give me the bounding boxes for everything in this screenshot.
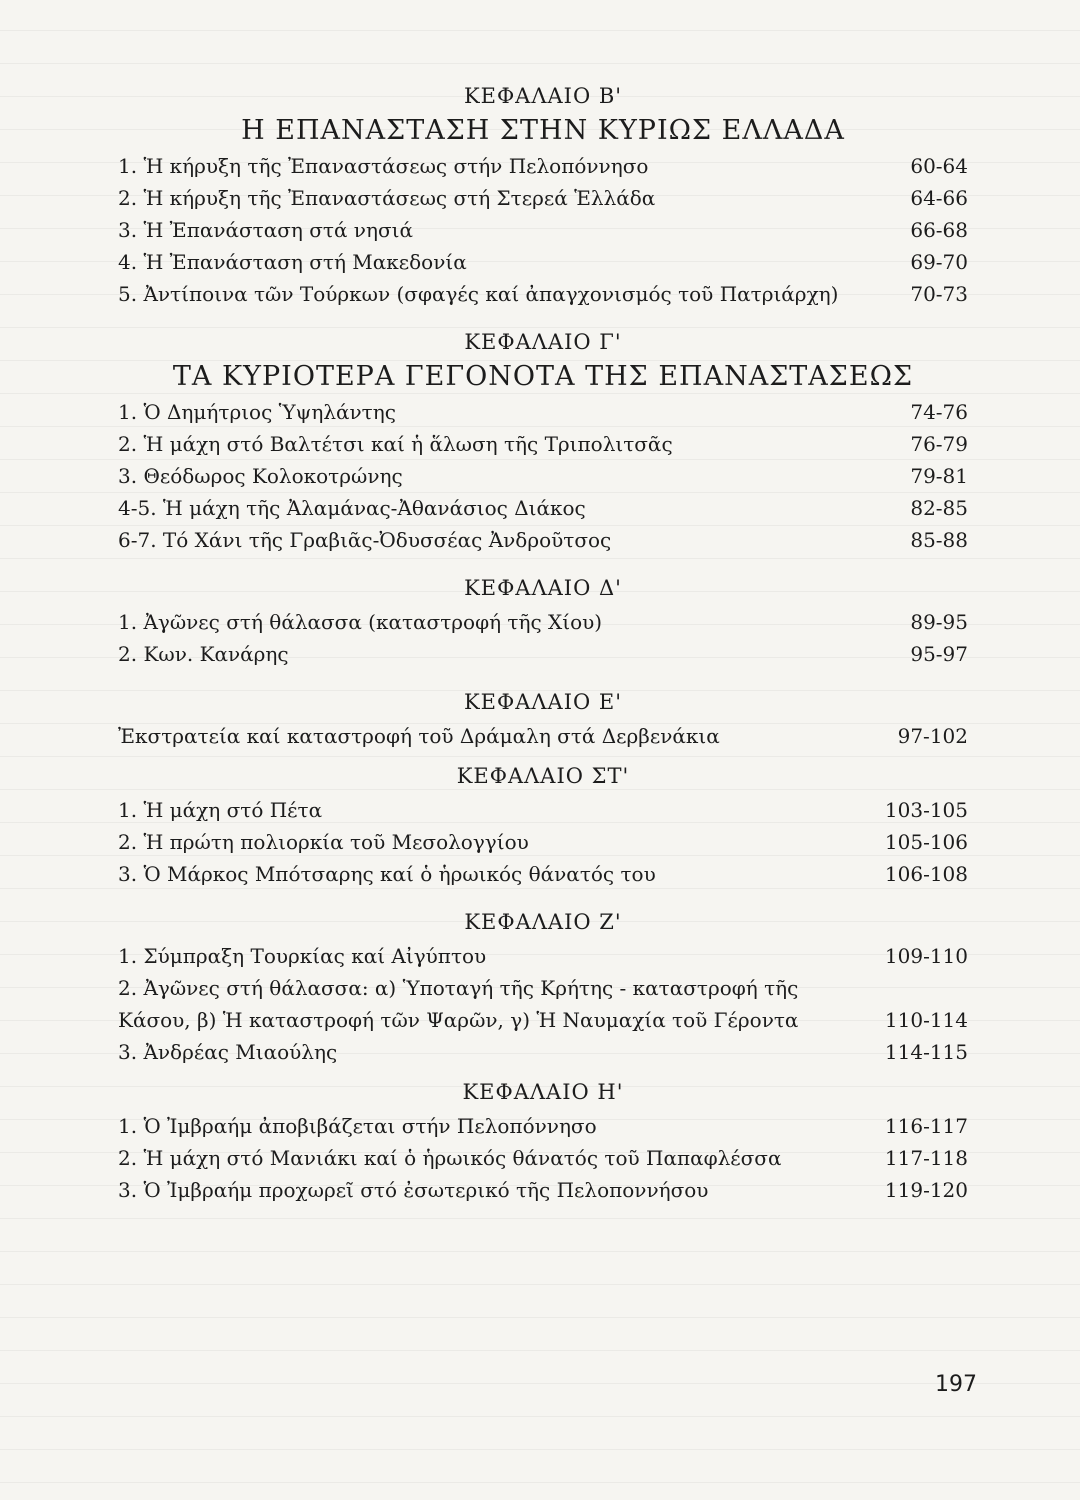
toc-entry	[118, 524, 968, 556]
toc-entry	[118, 396, 968, 428]
toc-entry	[118, 1142, 968, 1174]
toc-entry	[118, 182, 968, 214]
entry-pages: 89-95	[910, 610, 968, 634]
toc-entry	[118, 492, 968, 524]
entry-title: 5. Ἀντίποινα τῶν Τούρκων (σφαγές καί ἀπαγχονισμός τοῦ Πατριάρχη)	[118, 282, 839, 306]
table-of-contents	[118, 82, 968, 1206]
entry-pages: 119-120	[884, 1178, 968, 1202]
toc-entry	[118, 826, 968, 858]
entry-title: Ἐκστρατεία καί καταστροφή τοῦ Δράμαλη στά Δερβενάκια	[118, 724, 720, 748]
entry-title: 4. Ἡ Ἐπανάσταση στή Μακεδονία	[118, 250, 467, 274]
entry-pages: 79-81	[910, 464, 968, 488]
chapter-title: Η ΕΠΑΝΑΣΤΑΣΗ ΣΤΗΝ ΚΥΡΙΩΣ ΕΛΛΑΔΑ	[241, 115, 845, 146]
page-number: 197	[935, 1372, 977, 1397]
entry-pages: 116-117	[884, 1114, 968, 1138]
entry-title: 4-5. Ἡ μάχη τῆς Ἀλαμάνας-Ἀθανάσιος Διάκος	[118, 496, 586, 520]
toc-entry	[118, 606, 968, 638]
entry-title: 2. Ἡ κήρυξη τῆς Ἐπαναστάσεως στή Στερεά Ἑλλάδα	[118, 186, 656, 210]
chapter-z	[118, 908, 968, 1068]
entry-pages: 105-106	[884, 830, 968, 854]
entry-title: 3. Ὁ Μάρκος Μπότσαρης καί ὁ ἡρωικός θάνατός του	[118, 862, 656, 886]
entry-pages: 69-70	[910, 250, 968, 274]
chapter-c	[118, 328, 968, 556]
entry-pages: 110-114	[884, 1008, 968, 1032]
entry-title: 2. Ἡ μάχη στό Μανιάκι καί ὁ ἡρωικός θάνατός τοῦ Παπαφλέσσα	[118, 1146, 782, 1170]
entry-title: 1. Ὁ Ἰμβραήμ ἀποβιβάζεται στήν Πελοπόννησο	[118, 1114, 597, 1138]
entry-pages: 106-108	[884, 862, 968, 886]
entry-title: 3. Ἀνδρέας Μιαούλης	[118, 1040, 338, 1064]
entry-title: 3. Θεόδωρος Κολοκοτρώνης	[118, 464, 403, 488]
entry-title: 1. Σύμπραξη Τουρκίας καί Αἰγύπτου	[118, 944, 487, 968]
entry-pages: 64-66	[910, 186, 968, 210]
toc-entry	[118, 638, 968, 670]
chapter-label: ΚΕΦΑΛΑΙΟ Η'	[462, 1080, 624, 1104]
toc-entry	[118, 1174, 968, 1206]
entry-title: 2. Ἀγῶνες στή θάλασσα: α) Ὑποταγή τῆς Κρήτης - καταστροφή τῆς Κάσου, β) Ἡ καταστροφή τῶν Ψαρῶν, γ) Ἡ Ναυμαχία τοῦ Γέροντα	[118, 976, 799, 1032]
entry-pages: 60-64	[910, 154, 968, 178]
entry-title: 2. Κων. Κανάρης	[118, 642, 289, 666]
toc-entry	[118, 150, 968, 182]
chapter-label: ΚΕΦΑΛΑΙΟ Δ'	[464, 576, 622, 600]
chapter-label: ΚΕΦΑΛΑΙΟ Ζ'	[464, 910, 622, 934]
toc-entry	[118, 278, 968, 310]
toc-entry	[118, 972, 968, 1036]
entry-pages: 74-76	[910, 400, 968, 424]
entry-title: 1. Ἡ μάχη στό Πέτα	[118, 798, 323, 822]
chapter-b	[118, 82, 968, 310]
toc-entry	[118, 246, 968, 278]
entry-title: 2. Ἡ πρώτη πολιορκία τοῦ Μεσολογγίου	[118, 830, 529, 854]
entry-pages: 114-115	[884, 1040, 968, 1064]
chapter-label: ΚΕΦΑΛΑΙΟ Β'	[463, 84, 623, 108]
toc-entry	[118, 460, 968, 492]
entry-title: 3. Ἡ Ἐπανάσταση στά νησιά	[118, 218, 413, 242]
toc-entry	[118, 428, 968, 460]
chapter-label: ΚΕΦΑΛΑΙΟ ΣΤ'	[456, 764, 630, 788]
chapter-e	[118, 688, 968, 752]
toc-entry	[118, 940, 968, 972]
entry-pages: 97-102	[897, 724, 968, 748]
chapter-label: ΚΕΦΑΛΑΙΟ Ε'	[463, 690, 623, 714]
toc-entry	[118, 214, 968, 246]
toc-entry	[118, 858, 968, 890]
entry-pages: 95-97	[910, 642, 968, 666]
toc-entry	[118, 1110, 968, 1142]
entry-pages: 85-88	[910, 528, 968, 552]
entry-pages: 66-68	[910, 218, 968, 242]
toc-entry	[118, 1036, 968, 1068]
entry-title: 6-7. Τό Χάνι τῆς Γραβιᾶς-Ὀδυσσέας Ἀνδροῦτσος	[118, 528, 612, 552]
entry-title: 1. Ὁ Δημήτριος Ὑψηλάντης	[118, 400, 396, 424]
entry-pages: 117-118	[884, 1146, 968, 1170]
entry-pages: 103-105	[884, 798, 968, 822]
entry-title: 1. Ἡ κήρυξη τῆς Ἐπαναστάσεως στήν Πελοπόννησο	[118, 154, 649, 178]
toc-entry	[118, 720, 968, 752]
entry-title: 3. Ὁ Ἰμβραήμ προχωρεῖ στό ἐσωτερικό τῆς Πελοποννήσου	[118, 1178, 709, 1202]
chapter-label: ΚΕΦΑΛΑΙΟ Γ'	[464, 330, 622, 354]
chapter-h	[118, 1078, 968, 1206]
entry-pages: 109-110	[884, 944, 968, 968]
entry-pages: 82-85	[910, 496, 968, 520]
entry-pages: 76-79	[910, 432, 968, 456]
entry-title: 2. Ἡ μάχη στό Βαλτέτσι καί ἡ ἅλωση τῆς Τριπολιτσᾶς	[118, 432, 673, 456]
chapter-title: ΤΑ ΚΥΡΙΟΤΕΡΑ ΓΕΓΟΝΟΤΑ ΤΗΣ ΕΠΑΝΑΣΤΑΣΕΩΣ	[172, 361, 914, 392]
chapter-d	[118, 574, 968, 670]
chapter-st	[118, 762, 968, 890]
toc-entry	[118, 794, 968, 826]
entry-pages: 70-73	[910, 282, 968, 306]
entry-title: 1. Ἀγῶνες στή θάλασσα (καταστροφή τῆς Χίου)	[118, 610, 603, 634]
